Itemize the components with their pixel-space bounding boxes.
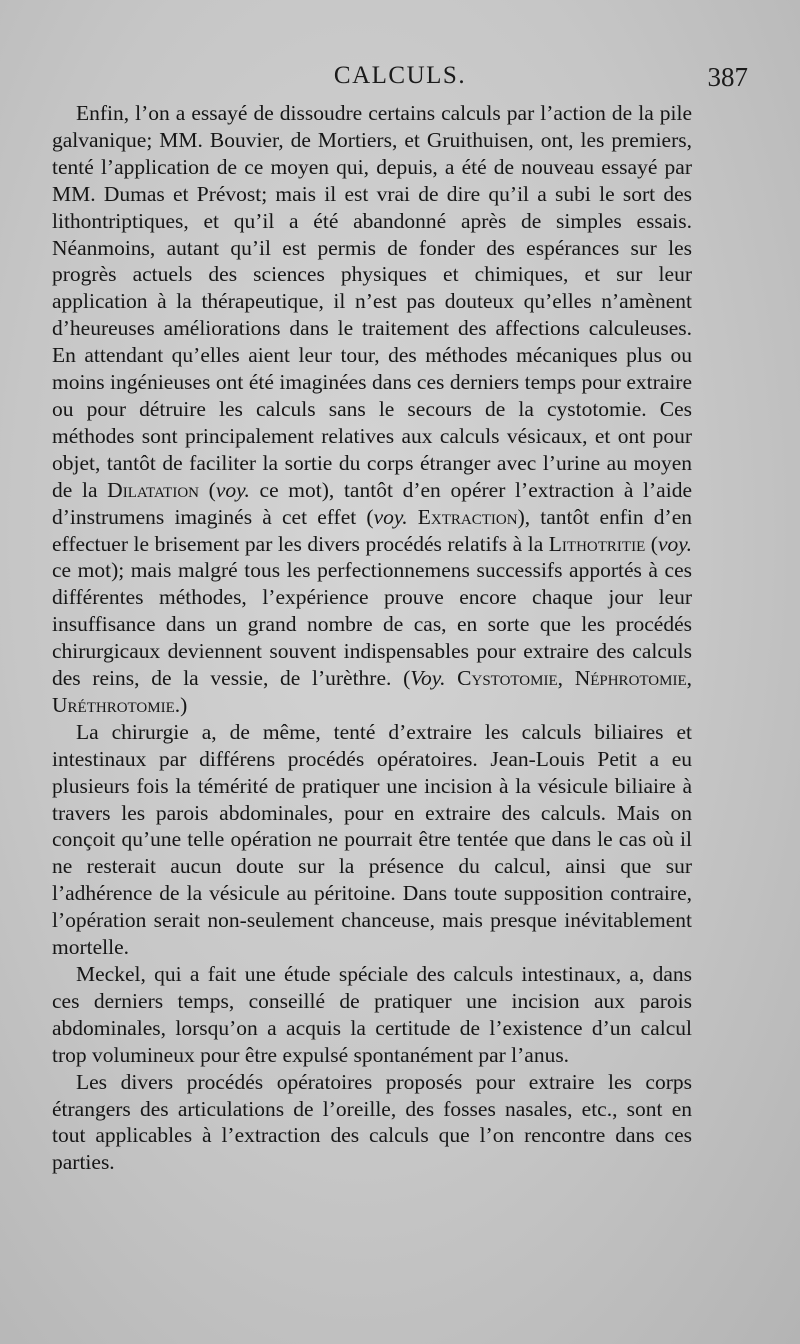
cross-reference: Dilatation (107, 477, 199, 502)
cross-reference: Extraction (417, 504, 518, 529)
text-run: Meckel, qui a fait une étude spéciale des calculs intestinaux, a, dans ces derniers temps, conseillé de pratiquer une incision aux parois abdominales, lorsqu’on a acquis la certitude de l’existence d’un calcul trop volumineux pour être expulsé spontanément par l’anus. (52, 962, 692, 1067)
text-run: ( (198, 477, 216, 502)
paragraph (52, 1069, 692, 1177)
text-run: ), tantôt enfin d’en effectuer le brisement par les divers procédés relatifs à la (52, 504, 693, 556)
text-run: ce mot); mais malgré tous les perfectionnemens successifs apportés à ces différentes méthodes, l’expérience prouve encore chaque jour leur insuffisance dans un grand nombre de cas, en sorte que les procédés chirurgicaux deviennent souvent indispensables pour extraire des calculs des reins, de la vessie, de l’urèthre. ( (52, 558, 692, 691)
paragraph (52, 961, 692, 1069)
cross-reference: Cystotomie, Néphrotomie, Uréthrotomie. (52, 666, 692, 717)
text-run: La chirurgie a, de même, tenté d’extraire les calculs biliaires et intestinaux par différens procédés opératoires. Jean-Louis Petit a eu plusieurs fois la témérité de pratiquer une incision à la vésicule biliaire à travers les parois abdominales, pour en extraire des calculs. Mais on conçoit qu’une telle opération ne pourrait être tentée que dans le cas où il ne resterait aucun doute sur la présence du calcul, ainsi que sur l’adhérence de la vésicule au péritoine. Dans toute supposition contraire, l’opération serait non-seulement chanceuse, mais presque inévitablement mortelle. (52, 719, 692, 960)
italic-text: voy. (657, 531, 692, 556)
text-run (408, 505, 418, 529)
paragraph (52, 719, 692, 961)
text-run (445, 666, 457, 690)
text-run: ) (180, 692, 188, 717)
running-title: CALCULS. (333, 62, 467, 89)
italic-text: voy. (373, 504, 408, 529)
text-run: Enfin, l’on a essayé de dissoudre certains calculs par l’action de la pile galvanique; MM. Bouvier, de Mortiers, et Gruithuisen, ont, les premiers, tenté l’application de ce moyen qui, depuis, a été de nouveau essayé par MM. Dumas et Prévost; mais il est vrai de dire qu’il a subi le sort des lithontriptiques, et qu’il a été abandonné après de simples essais. Néanmoins, autant qu’il est permis de fonder des espérances sur les progrès actuels des sciences physiques et chimiques, et sur leur application à la thérapeutique, il n’est pas douteux qu’elles n’amènent d’heureuses améliorations dans le traitement des affections calculeuses. En attendant qu’elles aient leur tour, des méthodes mécaniques plus ou moins ingénieuses ont été imaginées dans ces derniers temps pour extraire ou pour détruire les calculs sans le secours de la cystotomie. Ces méthodes sont principalement relatives aux calculs vésicaux, et ont pour objet, tantôt de faciliter la sortie du corps étranger avec l’urine au moyen de la (52, 101, 692, 502)
body-text (52, 100, 692, 1176)
cross-reference: Lithotritie (548, 531, 646, 556)
page-number: 387 (707, 62, 748, 92)
italic-text: voy. (215, 477, 250, 502)
italic-text: Voy. (410, 666, 446, 691)
paragraph (52, 100, 692, 719)
text-run: Les divers procédés opératoires proposés pour extraire les corps étrangers des articulations de l’oreille, des fosses nasales, etc., sont en tout applicables à l’extraction des calculs que l’on rencontre dans ces parties. (52, 1069, 692, 1175)
running-head (52, 62, 748, 98)
text-run: ce mot), tantôt d’en opérer l’extraction à l’aide d’instrumens imaginés à cet effet ( (52, 477, 692, 529)
text-run: ( (645, 531, 658, 556)
